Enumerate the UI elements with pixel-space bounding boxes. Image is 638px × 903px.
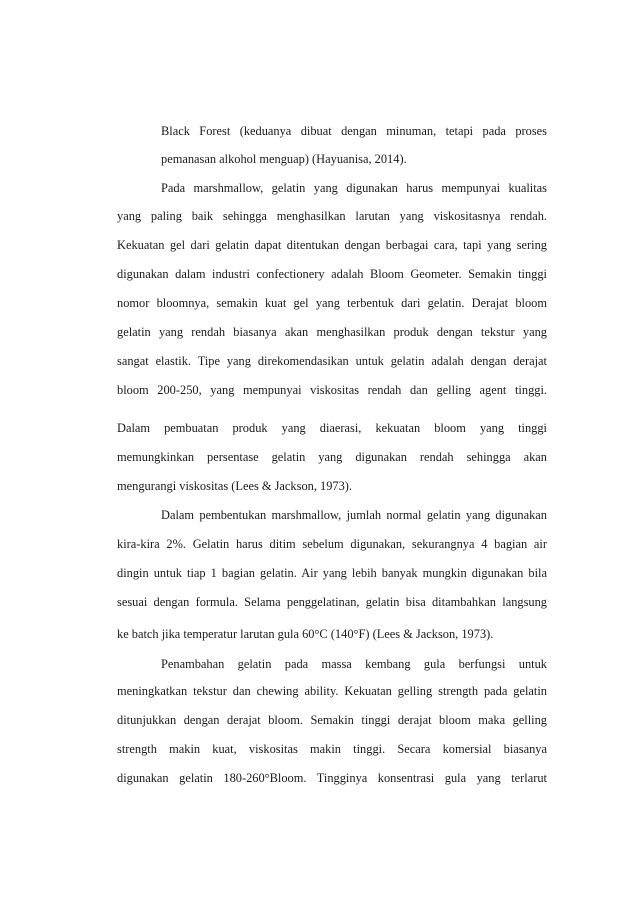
text-line: kira-kira 2%. Gelatin harus ditim sebelum digunakan, sekurangnya 4 bagian air bbox=[117, 537, 547, 551]
text-line: sesuai dengan formula. Selama penggelatinan, gelatin bisa ditambahkan langsung bbox=[117, 595, 547, 609]
text-line: Dalam pembentukan marshmallow, jumlah normal gelatin yang digunakan bbox=[161, 508, 547, 522]
text-line: mengurangi viskositas (Lees & Jackson, 1973). bbox=[117, 479, 353, 493]
text-line: Pada marshmallow, gelatin yang digunakan harus mempunyai kualitas bbox=[161, 181, 547, 195]
text-line: Dalam pembuatan produk yang diaerasi, kekuatan bloom yang tinggi bbox=[117, 421, 547, 435]
text-line: strength makin kuat, viskositas makin tinggi. Secara komersial biasanya bbox=[117, 742, 547, 756]
text-line: ditunjukkan dengan derajat bloom. Semakin tinggi derajat bloom maka gelling bbox=[117, 713, 547, 727]
text-line: memungkinkan persentase gelatin yang digunakan rendah sehingga akan bbox=[117, 450, 547, 464]
text-line: pemanasan alkohol menguap) (Hayuanisa, 2014). bbox=[161, 152, 407, 166]
text-line: Penambahan gelatin pada massa kembang gula berfungsi untuk bbox=[161, 657, 547, 671]
text-line: Black Forest (keduanya dibuat dengan minuman, tetapi pada proses bbox=[161, 124, 547, 138]
text-line: gelatin yang rendah biasanya akan menghasilkan produk dengan tekstur yang bbox=[117, 325, 547, 339]
text-line: dingin untuk tiap 1 bagian gelatin. Air yang lebih banyak mungkin digunakan bila bbox=[117, 566, 547, 580]
text-line: digunakan dalam industri confectionery adalah Bloom Geometer. Semakin tinggi bbox=[117, 267, 547, 281]
text-line: bloom 200-250, yang mempunyai viskositas rendah dan gelling agent tinggi. bbox=[117, 383, 547, 397]
text-line: meningkatkan tekstur dan chewing ability. Kekuatan gelling strength pada gelatin bbox=[117, 684, 547, 698]
text-line: Kekuatan gel dari gelatin dapat ditentukan dengan berbagai cara, tapi yang sering bbox=[117, 238, 547, 252]
text-line: yang paling baik sehingga menghasilkan larutan yang viskositasnya rendah. bbox=[117, 209, 547, 223]
text-line: nomor bloomnya, semakin kuat gel yang terbentuk dari gelatin. Derajat bloom bbox=[117, 296, 547, 310]
text-line: digunakan gelatin 180-260°Bloom. Tingginya konsentrasi gula yang terlarut bbox=[117, 771, 547, 785]
text-line: ke batch jika temperatur larutan gula 60°C (140°F) (Lees & Jackson, 1973). bbox=[117, 627, 494, 641]
text-line: sangat elastik. Tipe yang direkomendasikan untuk gelatin adalah dengan derajat bbox=[117, 354, 547, 368]
